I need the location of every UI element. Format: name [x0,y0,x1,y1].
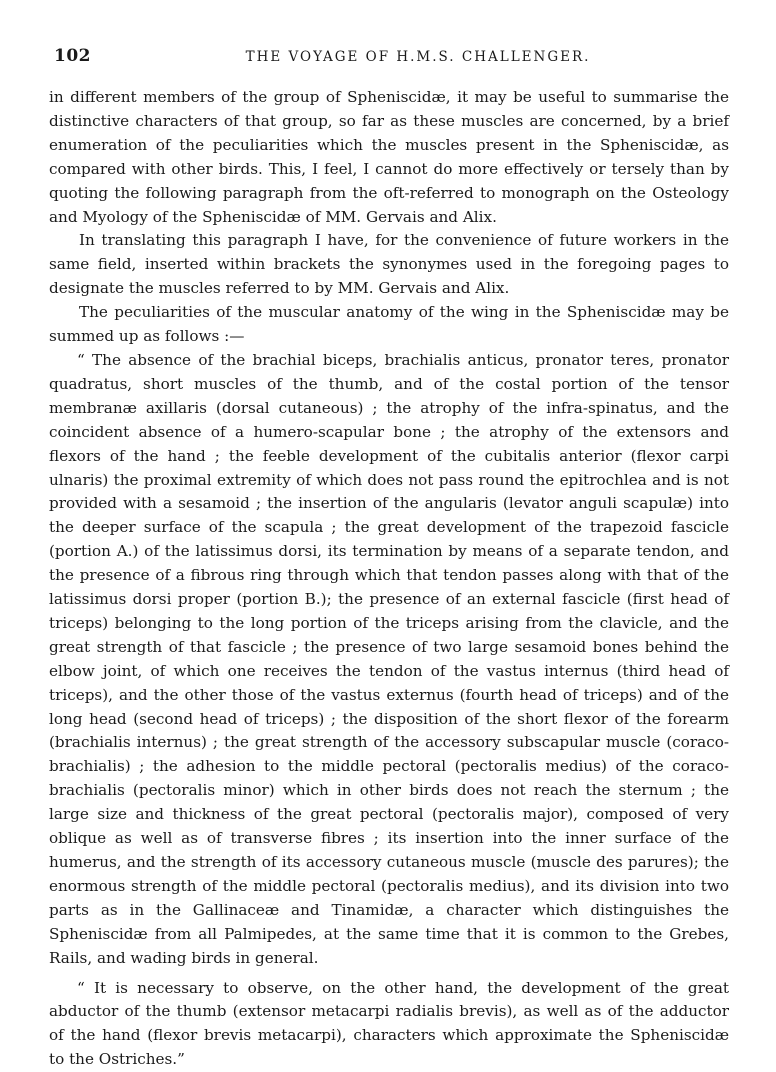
running-title: THE VOYAGE OF H.M.S. CHALLENGER. [245,49,591,65]
quoted-paragraph-observation: “ It is necessary to observe, on the other hand, the development of the great abductor of the thumb (extensor metacarpi radialis brevis), as well as of the adductor of the hand (flexor brevis metacarpi), characters which approximate the Spheniscidæ to the Ostriches.” [49,978,729,1069]
quoted-paragraph-absences: “ The absence of the brachial biceps, brachialis anticus, pronator teres, pronator quadratus, short muscles of the thumb, and of the costal portion of the tensor membranæ axillaris (dorsal cutaneous) ; the atrophy of the infra-spinatus, and the coincident absence of a humero-scapular bone ; the atrophy of the extensors and flexors of the hand ; the feeble development of the cubitalis anterior (flexor carpi ulnaris) the proximal extremity of which does not pass round the epitrochlea and is not provided with a sesamoid ; the insertion of the angularis (levator anguli scapulæ) into the deeper surface of the scapula ; the great development of the trapezoid fascicle (portion A.) of the latissimus dorsi, its termination by means of a separate tendon, and the presence of a fibrous ring through which that tendon passes along with that of the latissimus dorsi proper (portion B.); the presence of an external fascicle (first head of triceps) belonging to the long portion of the triceps arising from the clavicle, and the great strength of that fascicle ; the presence of two large sesamoid bones behind the elbow joint, of which one receives the tendon of the vastus internus (third head of triceps), and the other those of the vastus externus (fourth head of triceps) and of the long head (second head of triceps) ; the disposition of the short flexor of the forearm (brachialis internus) ; the great strength of the accessory subscapular muscle (coraco-brachialis) ; the adhesion to the middle pectoral (pectoralis medius) of the coraco-brachialis (pectoralis minor) which in other birds does not reach the sternum ; the large size and thickness of the great pectoral (pectoralis major), composed of very oblique as well as of transverse fibres ; its insertion into the inner surface of the humerus, and the strength of its accessory cutaneous muscle (muscle des parures); the enormous strength of the middle pectoral (pectoralis medius), and its division into two parts as in the Gallinaceæ and Tinamidæ, a character which distinguishes the Spheniscidæ from all Palmipedes, at the same time that it is common to the Grebes, Rails, and wading birds in general. [49,350,729,967]
page-number: 102 [54,46,91,66]
paragraph-continuation: in different members of the group of Spheniscidæ, it may be useful to summarise the distinctive characters of that group, so far as these muscles are concerned, by a brief enumeration of the peculiarities which the muscles present in the Spheniscidæ, as compared with other birds. This, I feel, I cannot do more effectively or tersely than by quoting the following paragraph from the oft-referred to monograph on the Osteology and Myology of the Spheniscidæ of MM. Gervais and Alix. [49,88,729,226]
page-header [40,46,736,70]
paragraph-summary-intro: The peculiarities of the muscular anatomy of the wing in the Spheniscidæ may be summed up as follows :— [49,303,729,346]
paragraph-translation-note: In translating this paragraph I have, for the convenience of future workers in the same field, inserted within brackets the synonymes used in the foregoing pages to designate the muscles referred to by MM. Gervais and Alix. [49,231,729,298]
body-text [49,86,729,1072]
